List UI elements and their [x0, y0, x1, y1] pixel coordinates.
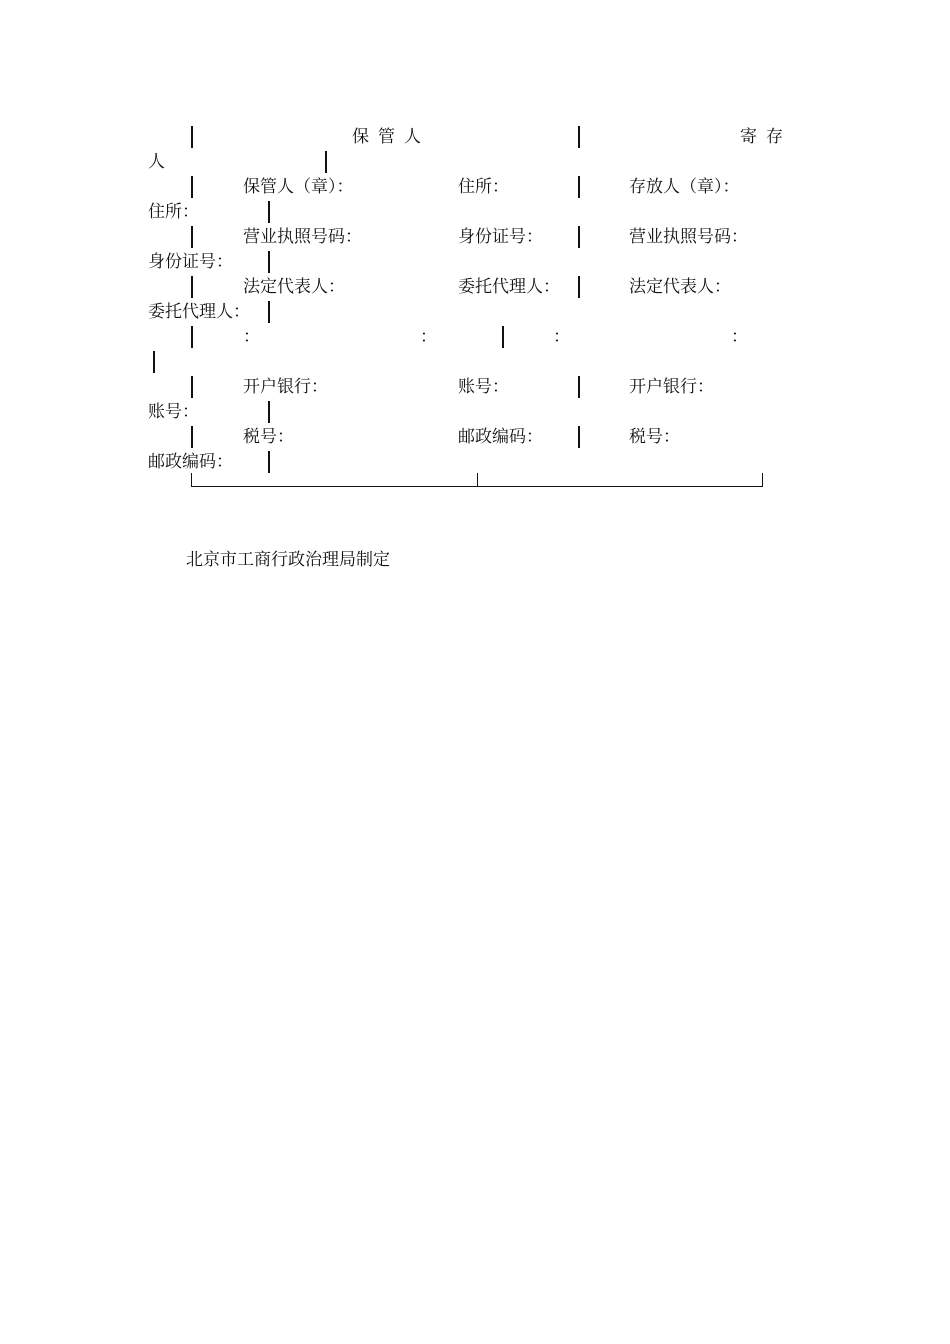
custodian-tax-label: 税号：: [243, 427, 294, 447]
table-border-middle: [578, 226, 580, 248]
custodian-account-label: 账号：: [458, 377, 509, 397]
table-border-right: [268, 401, 270, 423]
custodian-id-label: 身份证号：: [458, 227, 543, 247]
table-bottom-left-corner: [191, 473, 192, 486]
custodian-bank-label: 开户银行：: [243, 377, 328, 397]
table-border-middle: [578, 126, 580, 148]
table-border-middle: [578, 376, 580, 398]
table-border-left: [191, 126, 193, 148]
custodian-address-label: 住所：: [458, 177, 509, 197]
depositor-bank-label: 开户银行：: [629, 377, 714, 397]
table-border-left: [191, 426, 193, 448]
table-border-right: [268, 201, 270, 223]
table-border-left: [191, 376, 193, 398]
table-border-right: [325, 151, 327, 173]
table-border-right: [268, 301, 270, 323]
table-border-middle: [578, 176, 580, 198]
table-bottom-middle-tick: [477, 473, 478, 486]
depositor-seal-label: 存放人（章）：: [629, 177, 740, 197]
table-border-left: [191, 326, 193, 348]
blank-field-colon: ：: [420, 327, 437, 347]
table-border-right: [268, 251, 270, 273]
depositor-legal-rep-label: 法定代表人：: [629, 277, 731, 297]
custodian-postcode-label: 邮政编码：: [458, 427, 543, 447]
custodian-seal-label: 保管人（章）：: [243, 177, 354, 197]
issuer-note: 北京市工商行政治理局制定: [186, 550, 390, 570]
depositor-account-label: 账号：: [148, 402, 199, 422]
table-border-middle: [578, 426, 580, 448]
depositor-address-label: 住所：: [148, 202, 199, 222]
custodian-license-label: 营业执照号码：: [243, 227, 362, 247]
blank-field-colon: ：: [243, 327, 260, 347]
table-border-middle: [578, 276, 580, 298]
header-depositor: 寄存: [740, 127, 792, 147]
depositor-postcode-label: 邮政编码：: [148, 452, 233, 472]
depositor-agent-label: 委托代理人：: [148, 302, 250, 322]
depositor-license-label: 营业执照号码：: [629, 227, 748, 247]
header-depositor-wrap: 人: [148, 152, 165, 172]
table-bottom-right-corner: [762, 473, 763, 486]
table-bottom-border: [191, 486, 763, 487]
blank-field-colon: ：: [731, 327, 748, 347]
header-custodian: 保管人: [352, 127, 430, 147]
table-border-middle: [502, 326, 504, 348]
custodian-legal-rep-label: 法定代表人：: [243, 277, 345, 297]
table-border-left: [191, 276, 193, 298]
table-border-right: [153, 351, 155, 373]
custodian-agent-label: 委托代理人：: [458, 277, 560, 297]
depositor-id-label: 身份证号：: [148, 252, 233, 272]
table-border-left: [191, 226, 193, 248]
blank-field-colon: ：: [553, 327, 570, 347]
table-border-right: [268, 451, 270, 473]
table-border-left: [191, 176, 193, 198]
depositor-tax-label: 税号：: [629, 427, 680, 447]
